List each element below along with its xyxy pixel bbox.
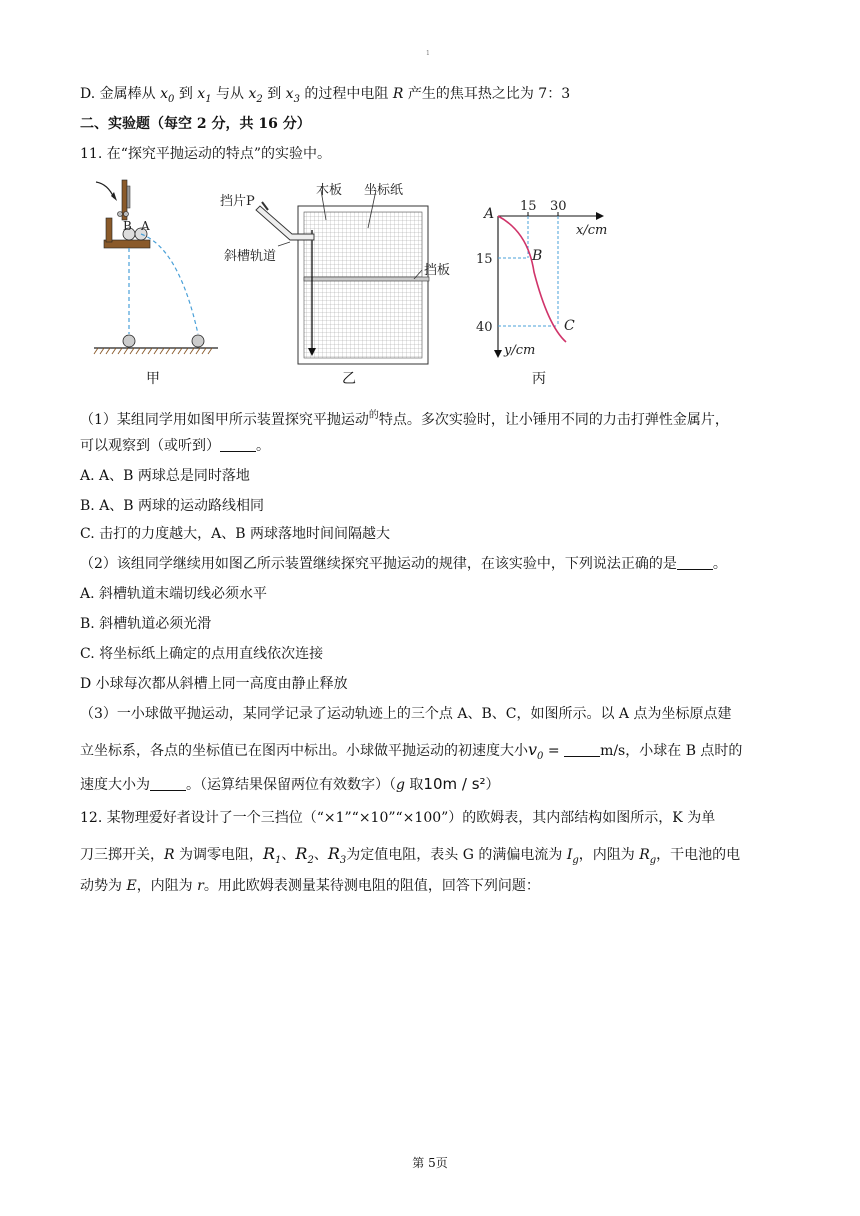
option-d-suffix-a: 的过程中电阻 <box>304 86 389 102</box>
q11-p1-option-a: A. A、B 两球总是同时落地 <box>80 468 250 484</box>
q11-p1-text-c: 可以观察到（或听到） <box>80 438 220 454</box>
q11-p1-line1 <box>80 406 729 430</box>
q12-text-a: 刀三掷开关， <box>80 847 164 863</box>
q11-p2-option-b: B. 斜槽轨道必须光滑 <box>80 616 212 632</box>
x-axis-label: x/cm <box>576 223 608 238</box>
option-d-line <box>80 84 570 110</box>
q11-p3-unit: m/s，小球在 B 点时的 <box>600 743 743 759</box>
q11-p1-text-a: （1）某组同学用如图甲所示装置探究平抛运动 <box>80 412 369 428</box>
q11-p2-end: 。 <box>712 556 727 572</box>
q12-text-h: 。用此欧姆表测量某待测电阻的阻值，回答下列问题： <box>203 878 540 894</box>
q11-p3-line1: （3）一小球做平抛运动，某同学记录了运动轨迹上的三个点 A、B、C，如图所示。以 A 点为坐标原点建 <box>80 706 732 722</box>
answer-blank-2[interactable] <box>677 555 713 570</box>
label-a: A <box>141 219 150 233</box>
g-symbol: g <box>396 777 405 793</box>
q11-p2-line <box>80 554 727 574</box>
q12-text-e: ，干电池的电 <box>656 847 741 863</box>
q11-p3-text-c: 。（运算结果保留两位有效数字）（ <box>186 777 396 793</box>
q12-line1: 12. 某物理爱好者设计了一个三挡位（“×1”“×10”“×100”）的欧姆表，其内部结构如图所示，K 为单 <box>80 810 716 826</box>
figure-bing-drawing <box>472 196 622 390</box>
y-tick-40: 40 <box>476 320 493 335</box>
e-symbol: E <box>126 878 137 894</box>
q12-sep1: 、 <box>281 847 296 863</box>
q11-p1-text-d: 。 <box>256 438 270 454</box>
x3-symbol: $x_3$ <box>285 86 300 105</box>
figure-bing <box>472 196 622 390</box>
y-axis-label: y/cm <box>504 343 536 358</box>
q11-p3-g-take: 取 <box>404 777 424 793</box>
q11-p2-option-c: C. 将坐标纸上确定的点用直线依次连接 <box>80 646 324 662</box>
figure-bing-label: 丙 <box>532 371 546 387</box>
figure-jia <box>84 178 224 388</box>
label-track: 斜槽轨道 <box>224 249 277 264</box>
x2-symbol: $x_2$ <box>248 86 263 105</box>
label-point-c: C <box>564 318 575 334</box>
q12-text-g: ，内阻为 <box>136 878 198 894</box>
q11-p2-text: （2）该组同学继续用如图乙所示装置继续探究平抛运动的规律，在该实验中，下列说法正确的是 <box>80 556 677 572</box>
q12-text-c: 为定值电阻，表头 G 的满偏电流为 <box>346 847 567 863</box>
figure-yi <box>218 180 458 390</box>
answer-blank-1[interactable] <box>220 437 256 452</box>
q11-p1-option-c: C. 击打的力度越大，A、B 两球落地时间间隔越大 <box>80 526 390 542</box>
rg-symbol: $R_g$ <box>639 847 657 866</box>
q12-sep2: 、 <box>313 847 328 863</box>
trajectory-curve <box>498 216 566 342</box>
x1-symbol: $x_1$ <box>197 86 212 105</box>
v0-symbol: $v_0$ <box>528 740 544 763</box>
label-board: 木板 <box>316 183 343 198</box>
r2-symbol: $R_2$ <box>295 844 314 867</box>
q11-p2-option-d: D 小球每次都从斜槽上同一高度由静止释放 <box>80 676 348 692</box>
option-d-mid: 与从 <box>216 86 245 102</box>
q11-p3-line3 <box>80 774 500 795</box>
option-d-r: R <box>392 86 404 102</box>
q11-p1-text-b: 特点。多次实验时，让小锤用不同的力击打弹性金属片， <box>378 412 729 428</box>
option-d-suffix-b: 产生的焦耳热之比为 7：3 <box>407 86 571 102</box>
q12-line2 <box>80 844 740 871</box>
q11-p3-close: ） <box>485 777 500 793</box>
q11-p3-line2 <box>80 740 742 767</box>
figure-yi-label: 乙 <box>342 371 356 387</box>
q11-p1-option-b: B. A、B 两球的运动路线相同 <box>80 498 265 514</box>
option-d-prefix: D. 金属棒从 <box>80 86 156 102</box>
answer-blank-4[interactable] <box>150 776 186 791</box>
answer-blank-3[interactable] <box>564 742 600 757</box>
q11-p1-line2 <box>80 436 270 456</box>
x-tick-15: 15 <box>520 199 537 214</box>
label-point-b: B <box>532 248 543 264</box>
x0-symbol: $x_0$ <box>160 86 175 105</box>
q12-line3 <box>80 876 540 896</box>
q11-p3-text-a: 立坐标系，各点的坐标值已在图丙中标出。小球做平抛运动的初速度大小 <box>80 743 528 759</box>
ig-symbol: $I_g$ <box>566 847 579 866</box>
x-tick-30: 30 <box>550 199 567 214</box>
label-b: B <box>123 219 132 233</box>
r1-symbol: $R_1$ <box>263 844 282 867</box>
q11-p1-de: 的 <box>368 410 379 421</box>
y-tick-15: 15 <box>476 252 493 267</box>
q11-p2-option-a: A. 斜槽轨道末端切线必须水平 <box>80 586 268 602</box>
q12-text-b: 为调零电阻， <box>174 847 263 863</box>
q11-stem: 11. 在“探究平抛运动的特点”的实验中。 <box>80 146 332 162</box>
q12-r: R <box>164 847 175 863</box>
option-d-to2: 到 <box>267 86 282 102</box>
label-baffle-p: 挡片P <box>220 194 255 209</box>
label-baffle: 挡板 <box>424 263 451 278</box>
section-heading: 二、实验题（每空 2 分，共 16 分） <box>80 116 311 132</box>
label-grid-paper: 坐标纸 <box>364 183 404 198</box>
q12-text-f: 动势为 <box>80 878 127 894</box>
option-d-to1: 到 <box>178 86 193 102</box>
figure-jia-label: 甲 <box>146 371 160 387</box>
q12-text-d: ，内阻为 <box>578 847 640 863</box>
label-origin-a: A <box>484 206 495 222</box>
page-mark: 1 <box>426 50 430 57</box>
g-value: 10m / s² <box>423 775 486 793</box>
r3-symbol: $R_3$ <box>327 844 347 867</box>
q11-p3-eq: = <box>543 743 565 759</box>
figure-jia-drawing <box>84 178 224 388</box>
r-symbol: r <box>197 878 204 894</box>
figure-yi-drawing <box>218 180 458 390</box>
page-footer: 第 5页 <box>412 1156 448 1170</box>
q11-p3-text-b: 速度大小为 <box>80 777 150 793</box>
